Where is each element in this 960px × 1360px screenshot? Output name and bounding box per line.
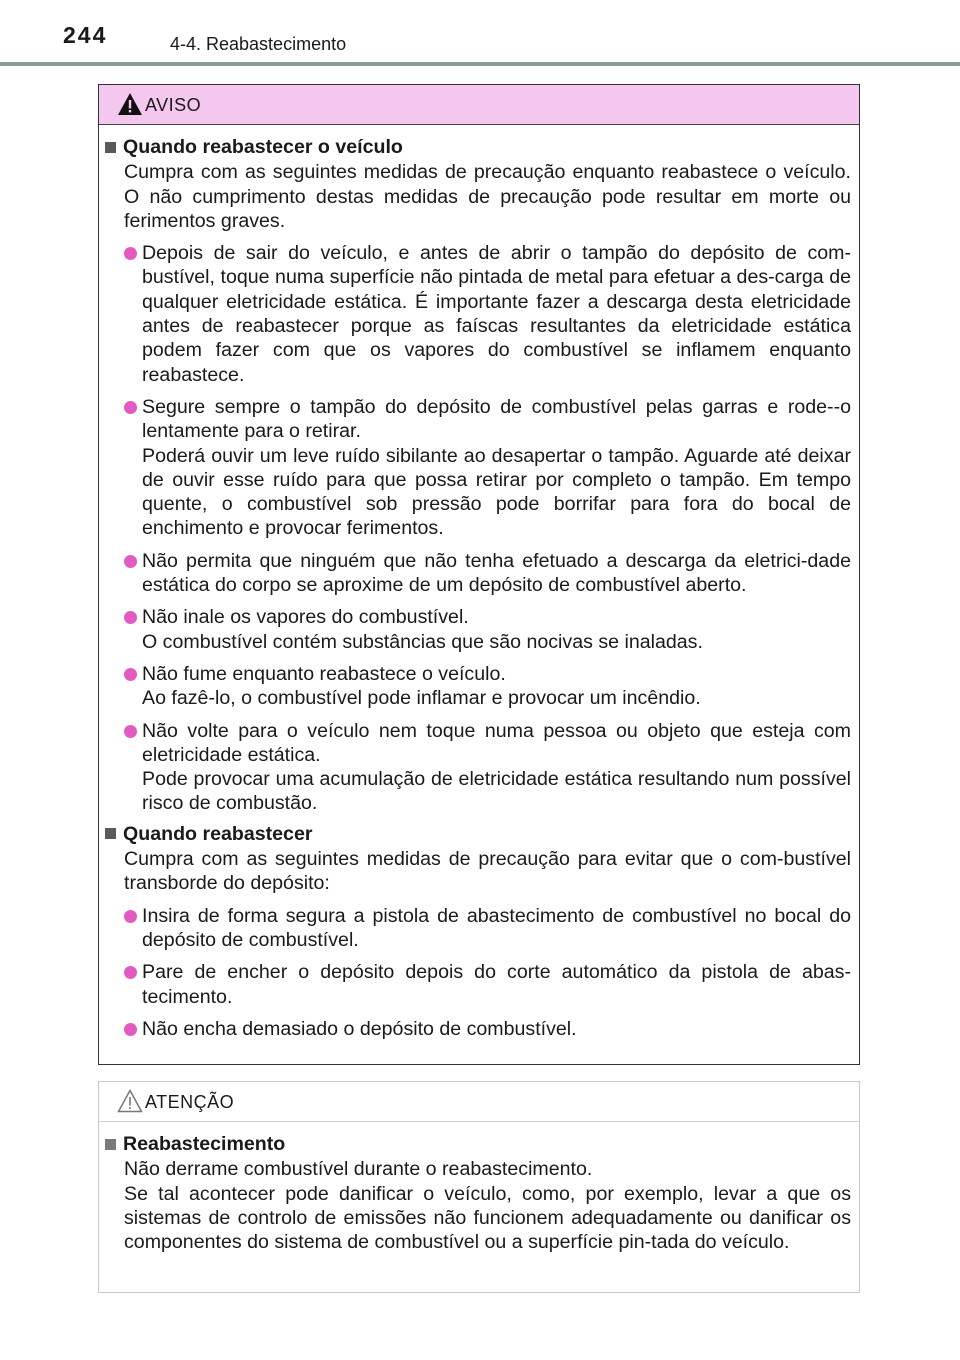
bullet-text xyxy=(142,1017,851,1041)
warning-triangle-icon xyxy=(117,92,143,116)
bullet-item xyxy=(103,662,851,711)
caution-box-label: ATENÇÃO xyxy=(145,1092,235,1112)
bullet-dot-icon xyxy=(124,725,137,738)
square-bullet-icon xyxy=(105,142,116,153)
caution-line: Não derrame combustível durante o reabastecimento. xyxy=(124,1158,593,1181)
bullet-text xyxy=(142,395,851,541)
bullet-item xyxy=(103,960,851,1009)
bullet-line: Pare de encher o depósito depois do corte automático da pistola de abas-tecimento. xyxy=(142,961,851,1008)
bullet-dot-icon xyxy=(124,668,137,681)
caution-heading-text: Reabastecimento xyxy=(123,1133,286,1155)
bullet-dot-icon xyxy=(124,401,137,414)
bullet-item xyxy=(103,605,851,654)
bullet-line: Não fume enquanto reabastece o veículo. xyxy=(142,662,506,685)
square-bullet-icon xyxy=(105,1139,116,1150)
bullet-dot-icon xyxy=(124,910,137,923)
bullet-text xyxy=(142,241,851,387)
caution-triangle-icon xyxy=(117,1089,143,1113)
bullet-text xyxy=(142,960,851,1009)
bullet-item xyxy=(103,904,851,953)
bullet-line: Não encha demasiado o depósito de combustível. xyxy=(142,1017,577,1040)
caution-heading xyxy=(103,1132,851,1156)
bullet-line: Não inale os vapores do combustível. xyxy=(142,606,469,629)
bullet-line: Não permita que ninguém que não tenha efetuado a descarga da eletrici-dade estática do corpo se aproxime de um depósito de combustível aberto. xyxy=(142,549,851,597)
square-bullet-icon xyxy=(105,828,116,839)
caution-text xyxy=(124,1157,851,1254)
warning-box-body xyxy=(99,125,859,1041)
bullet-line: Pode provocar uma acumulação de eletricidade estática resultando num possível risco de combustão. xyxy=(142,768,851,815)
bullet-dot-icon xyxy=(124,247,137,260)
bullet-text xyxy=(142,549,851,598)
caution-box xyxy=(98,1081,860,1293)
warning-box-header xyxy=(99,85,859,125)
bullet-line: Insira de forma segura a pistola de abastecimento de combustível no bocal do depósito de combustível. xyxy=(142,904,851,951)
bullet-line: Depois de sair do veículo, e antes de abrir o tampão do depósito de com-bustível, toque numa superfície não pintada de metal para efetuar a des-carga de qualquer eletricidade estática. É importante fazer a descarga desta eletricidade antes de reabastecer porque as faíscas resultantes da eletricidade estática podem fazer com que os vapores do combustível se inflamem enquanto reabastece. xyxy=(142,242,851,386)
caution-box-body xyxy=(99,1122,859,1254)
section-heading xyxy=(103,822,851,846)
bullet-text xyxy=(142,605,851,654)
warning-box xyxy=(98,84,860,1065)
section-intro: Cumpra com as seguintes medidas de precaução enquanto reabastece o veículo. O não cumprimento destas medidas de precaução pode resultar em morte ou ferimentos graves. xyxy=(124,161,851,232)
bullet-line: Ao fazê-lo, o combustível pode inflamar e provocar um incêndio. xyxy=(142,687,701,710)
bullet-line: Segure sempre o tampão do depósito de combustível pelas garras e rode--o lentamente para o retirar. xyxy=(142,395,851,443)
bullet-line: O combustível contém substâncias que são nocivas se inaladas. xyxy=(142,630,703,653)
section-heading xyxy=(103,135,851,159)
header-rule xyxy=(0,62,960,66)
caution-line: Se tal acontecer pode danificar o veículo, como, por exemplo, levar a que os sistemas de controlo de emissões não funcionem adequadamente ou danificar os componentes do sistema de combustível ou a superfície pin-tada do veículo. xyxy=(124,1182,851,1254)
bullet-item xyxy=(103,549,851,598)
bullet-dot-icon xyxy=(124,611,137,624)
bullet-text xyxy=(142,904,851,953)
bullet-line: Não volte para o veículo nem toque numa pessoa ou objeto que esteja com eletricidade estática. xyxy=(142,719,851,766)
bullet-item xyxy=(103,395,851,541)
bullet-line: Poderá ouvir um leve ruído sibilante ao desapertar o tampão. Aguarde até deixar de ouvir esse ruído para que possa retirar por completo o tampão. Em tempo quente, o combustível sob pressão pode borrifar para fora do bocal de enchimento e provocar ferimentos. xyxy=(142,444,851,540)
bullet-dot-icon xyxy=(124,555,137,568)
section-title: 4-4. Reabastecimento xyxy=(170,34,347,54)
bullet-text xyxy=(142,662,851,711)
warning-box-label: AVISO xyxy=(145,95,202,115)
page-number: 244 xyxy=(63,22,108,48)
section-intro: Cumpra com as seguintes medidas de precaução para evitar que o com-bustível transborde do depósito: xyxy=(124,848,851,895)
bullet-item xyxy=(103,241,851,387)
bullet-text xyxy=(142,719,851,816)
bullet-dot-icon xyxy=(124,966,137,979)
bullet-dot-icon xyxy=(124,1023,137,1036)
section-heading-text: Quando reabastecer o veículo xyxy=(123,136,403,158)
bullet-item xyxy=(103,1017,851,1041)
section-heading-text: Quando reabastecer xyxy=(123,822,313,845)
caution-box-header xyxy=(99,1082,859,1122)
bullet-item xyxy=(103,719,851,816)
